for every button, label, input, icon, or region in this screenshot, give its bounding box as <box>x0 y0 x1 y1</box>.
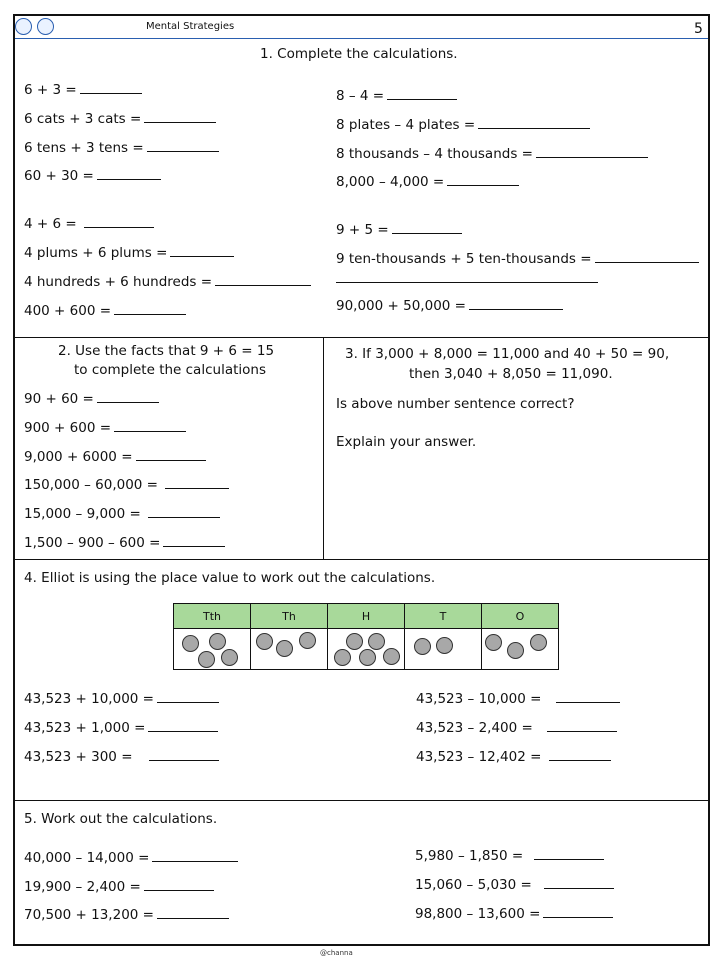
calc-item <box>24 275 311 290</box>
calc-expression: 5,980 – 1,850 = <box>415 848 528 864</box>
answer-blank[interactable] <box>543 907 613 918</box>
answer-blank[interactable] <box>447 175 519 186</box>
answer-blank[interactable] <box>80 83 142 94</box>
answer-blank[interactable] <box>148 721 218 732</box>
q3-prompt: Explain your answer. <box>336 434 477 450</box>
counter-icon <box>198 651 215 668</box>
calc-expression: 90 + 60 = <box>24 391 94 407</box>
calc-expression: 6 tens + 3 tens = <box>24 140 144 156</box>
calc-expression: 9 + 5 = <box>336 222 389 238</box>
counter-icon <box>530 634 547 651</box>
answer-blank[interactable] <box>84 217 154 228</box>
answer-blank[interactable] <box>478 118 590 129</box>
counter-icon <box>485 634 502 651</box>
answer-blank[interactable] <box>148 507 220 518</box>
calc-item <box>24 392 159 407</box>
calc-expression: 43,523 – 10,000 = <box>416 691 546 707</box>
calc-expression: 1,500 – 900 – 600 = <box>24 535 161 551</box>
calc-expression: 4 + 6 = <box>24 216 81 232</box>
counter-icon <box>256 633 273 650</box>
calc-item <box>415 849 604 864</box>
answer-blank[interactable] <box>144 880 214 891</box>
calc-item <box>336 252 699 267</box>
answer-blank[interactable] <box>170 246 234 257</box>
answer-blank[interactable] <box>536 147 648 158</box>
calc-item <box>336 223 462 238</box>
calc-expression: 6 cats + 3 cats = <box>24 111 142 127</box>
section-divider <box>13 337 710 338</box>
answer-blank[interactable] <box>136 450 206 461</box>
q2-title: 2. Use the facts that 9 + 6 = 15 <box>58 343 275 359</box>
counter-icon <box>383 648 400 665</box>
calc-expression: 15,000 – 9,000 = <box>24 506 146 522</box>
calc-expression: 8,000 – 4,000 = <box>336 174 445 190</box>
answer-blank[interactable] <box>469 299 563 310</box>
calc-item <box>416 692 620 707</box>
calc-expression: 9 ten-thousands + 5 ten-thousands = <box>336 251 592 267</box>
answer-blank[interactable] <box>595 252 699 263</box>
answer-blank[interactable] <box>114 304 186 315</box>
column-divider <box>323 337 324 559</box>
answer-blank[interactable] <box>165 478 229 489</box>
calc-expression: 900 + 600 = <box>24 420 112 436</box>
calc-expression: 6 + 3 = <box>24 82 77 98</box>
section-divider <box>13 800 710 801</box>
pv-header: T <box>405 604 482 629</box>
calc-item <box>24 692 219 707</box>
calc-expression: 90,000 + 50,000 = <box>336 298 466 314</box>
calc-item <box>336 89 457 104</box>
calc-item <box>24 169 161 184</box>
calc-item <box>24 750 219 765</box>
calc-item <box>24 507 220 522</box>
counter-icon <box>182 635 199 652</box>
q3-question: Is above number sentence correct? <box>336 396 575 412</box>
counter-icon <box>346 633 363 650</box>
counter-icon <box>299 632 316 649</box>
calc-item <box>336 147 648 162</box>
calc-item <box>415 878 614 893</box>
place-value-chart <box>173 603 559 670</box>
calc-expression: 40,000 – 14,000 = <box>24 850 150 866</box>
calc-item <box>24 246 234 261</box>
answer-blank[interactable] <box>547 721 617 732</box>
calc-item <box>24 721 218 736</box>
q3-title: 3. If 3,000 + 8,000 = 11,000 and 40 + 50 = 90, <box>345 346 670 362</box>
calc-item <box>416 750 611 765</box>
calc-expression: 60 + 30 = <box>24 168 94 184</box>
pv-cell <box>482 629 559 670</box>
calc-item <box>24 478 229 493</box>
q5-title: 5. Work out the calculations. <box>24 811 218 827</box>
calc-item <box>24 908 229 923</box>
calc-expression: 43,523 + 10,000 = <box>24 691 154 707</box>
answer-blank[interactable] <box>163 536 225 547</box>
answer-line[interactable] <box>336 282 598 283</box>
pv-header: Tth <box>174 604 251 629</box>
footer-credit: @channa <box>320 949 353 957</box>
counter-icon <box>334 649 351 666</box>
answer-blank[interactable] <box>157 908 229 919</box>
calc-item <box>336 299 563 314</box>
calc-item <box>24 450 206 465</box>
calc-item <box>24 112 216 127</box>
calc-item <box>416 721 617 736</box>
calc-expression: 98,800 – 13,600 = <box>415 906 541 922</box>
page-number: 5 <box>694 21 703 37</box>
q2-subtitle: to complete the calculations <box>74 362 266 378</box>
answer-blank[interactable] <box>114 421 186 432</box>
answer-blank[interactable] <box>152 851 238 862</box>
calc-expression: 43,523 – 2,400 = <box>416 720 538 736</box>
calc-item <box>336 175 519 190</box>
pv-cell <box>251 629 328 670</box>
counter-icon <box>436 637 453 654</box>
answer-blank[interactable] <box>149 750 219 761</box>
answer-blank[interactable] <box>549 750 611 761</box>
answer-blank[interactable] <box>544 878 614 889</box>
calc-expression: 43,523 – 12,402 = <box>416 749 542 765</box>
worksheet-title: Mental Strategies <box>146 21 235 32</box>
answer-blank[interactable] <box>534 849 604 860</box>
q4-title: 4. Elliot is using the place value to work out the calculations. <box>24 570 436 586</box>
calc-item <box>336 118 590 133</box>
counter-icon <box>276 640 293 657</box>
pv-header: Th <box>251 604 328 629</box>
calc-expression: 43,523 + 1,000 = <box>24 720 146 736</box>
counter-icon <box>414 638 431 655</box>
q3-subtitle: then 3,040 + 8,050 = 11,090. <box>409 366 613 382</box>
calc-expression: 70,500 + 13,200 = <box>24 907 154 923</box>
answer-blank[interactable] <box>392 223 462 234</box>
calc-item <box>24 217 154 232</box>
counter-icon <box>368 633 385 650</box>
calc-expression: 8 plates – 4 plates = <box>336 117 476 133</box>
counter-icon <box>221 649 238 666</box>
calc-expression: 150,000 – 60,000 = <box>24 477 163 493</box>
answer-blank[interactable] <box>157 692 219 703</box>
calc-expression: 400 + 600 = <box>24 303 112 319</box>
answer-blank[interactable] <box>556 692 620 703</box>
calc-item <box>24 83 142 98</box>
pv-cell <box>174 629 251 670</box>
answer-blank[interactable] <box>147 141 219 152</box>
calc-item <box>24 421 186 436</box>
pv-header: O <box>482 604 559 629</box>
counter-icon <box>359 649 376 666</box>
pv-cell <box>328 629 405 670</box>
calc-expression: 15,060 – 5,030 = <box>415 877 537 893</box>
answer-blank[interactable] <box>97 169 161 180</box>
answer-blank[interactable] <box>387 89 457 100</box>
calc-item <box>24 536 225 551</box>
calc-item <box>24 851 238 866</box>
calc-expression: 4 plums + 6 plums = <box>24 245 168 261</box>
answer-blank[interactable] <box>215 275 311 286</box>
calc-expression: 4 hundreds + 6 hundreds = <box>24 274 213 290</box>
calc-expression: 8 thousands – 4 thousands = <box>336 146 533 162</box>
calc-item <box>415 907 613 922</box>
pv-cell <box>405 629 482 670</box>
q1-title: 1. Complete the calculations. <box>260 46 458 62</box>
calc-expression: 9,000 + 6000 = <box>24 449 133 465</box>
calc-item <box>24 880 214 895</box>
calc-expression: 8 – 4 = <box>336 88 385 104</box>
answer-blank[interactable] <box>144 112 216 123</box>
calc-expression: 43,523 + 300 = <box>24 749 137 765</box>
counter-icon <box>507 642 524 659</box>
section-divider <box>13 559 710 560</box>
answer-blank[interactable] <box>97 392 159 403</box>
pv-header: H <box>328 604 405 629</box>
calc-item <box>24 304 186 319</box>
calc-item <box>24 141 219 156</box>
calc-expression: 19,900 – 2,400 = <box>24 879 141 895</box>
counter-icon <box>209 633 226 650</box>
